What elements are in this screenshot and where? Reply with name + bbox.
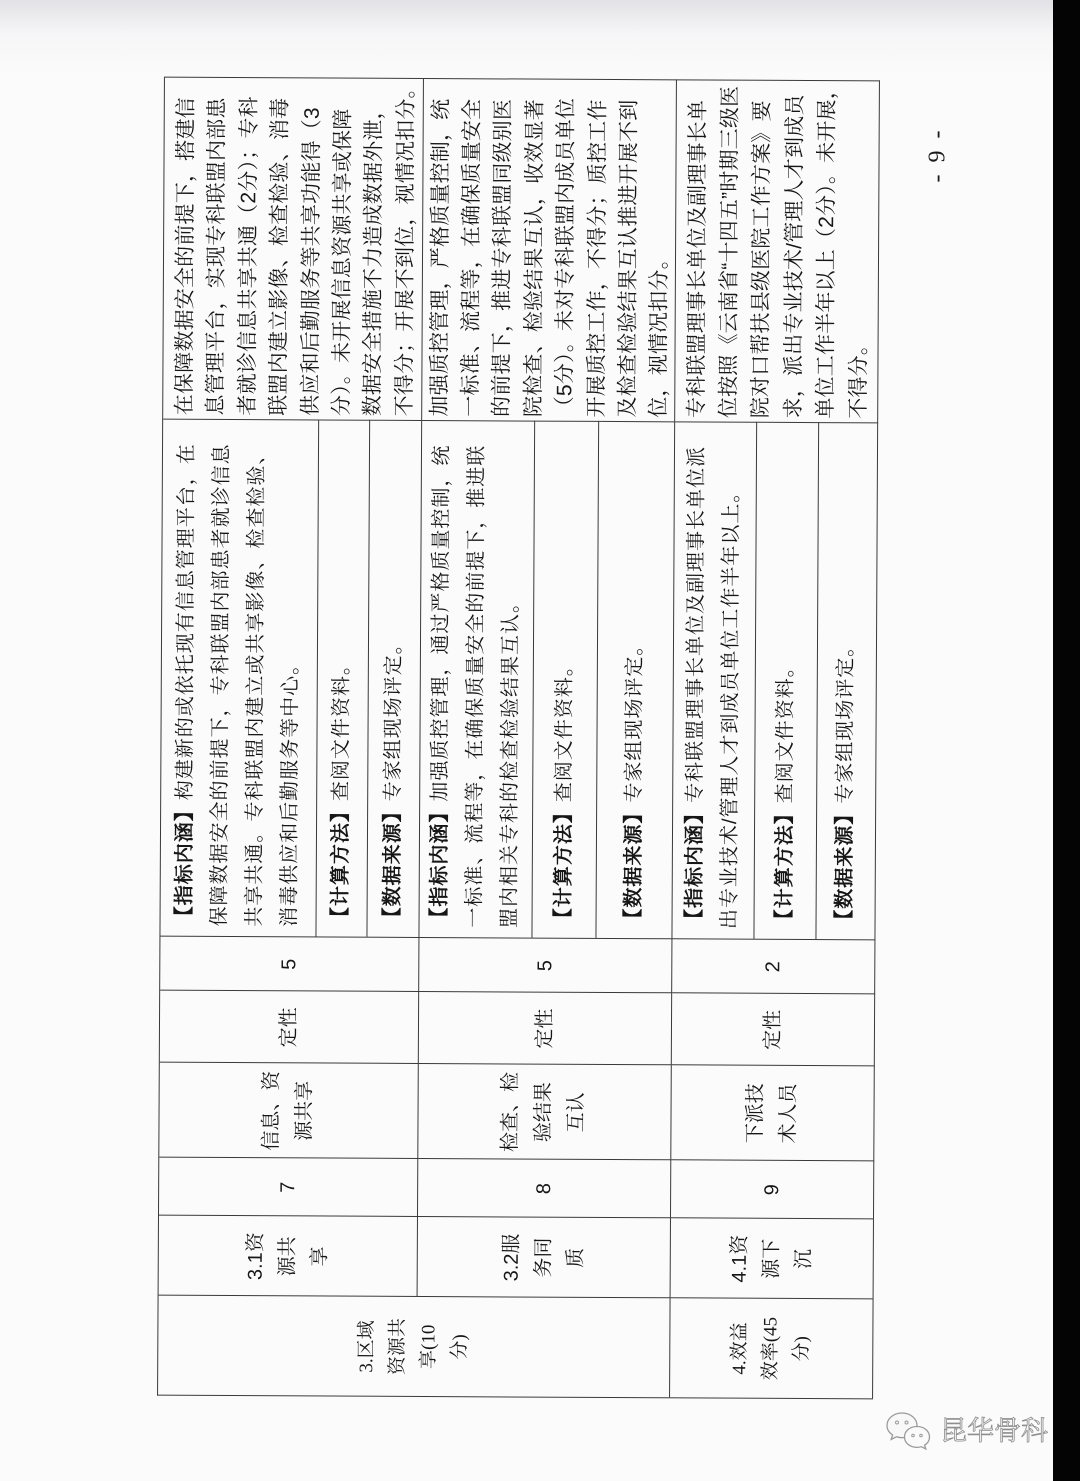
calculation-method-text: 查阅文件资料。 [329, 653, 353, 801]
indicator-type-cell: 定性 [418, 991, 671, 1064]
data-source-text: 专家组现场评定。 [622, 634, 646, 803]
indicator-number-cell: 9 [670, 1159, 873, 1218]
calculation-method-block [323, 653, 359, 926]
calculation-method-block [767, 656, 803, 929]
score-cell: 5 [418, 937, 671, 992]
data-source-block [827, 635, 864, 929]
subcategory-cell: 3.1资源共享 [158, 1215, 417, 1296]
connotation-text: 专科联盟理事长单位及副理事长单位派 出专业技术/管理人才到成员单位工作半年以上。 [683, 445, 743, 929]
data-source-block [616, 634, 653, 928]
indicator-name-cell: 信息、资 源共享 [159, 1062, 418, 1158]
category-cell-benefit-efficiency: 4.效益效率(45分) [669, 1297, 873, 1398]
connotation-cell [160, 419, 318, 937]
calculation-method-cell [531, 421, 598, 938]
calculation-method-label: 【计算方法】 [329, 800, 352, 927]
calculation-method-cell [315, 419, 369, 936]
data-source-cell [815, 422, 877, 939]
data-source-label: 【数据来源】 [380, 800, 404, 927]
connotation-block [167, 443, 310, 927]
page-number: - 9 - [924, 127, 951, 183]
connotation-block [677, 445, 750, 928]
calculation-method-block [546, 655, 582, 928]
connotation-text: 构建新的或依托现有信息管理平台，在 保障数据安全的前提下，专科联盟内部患者就诊信息 共享共通。专科联盟内建立或共享影像、检查检验、 消毒供应和后勤服务等中心。 [173, 442, 302, 927]
subcategory-cell: 4.1资源下沉 [670, 1217, 873, 1298]
data-source-block [375, 633, 412, 927]
subcategory-cell: 3.2服务同质 [417, 1216, 670, 1297]
score-cell: 2 [671, 938, 874, 993]
indicator-number-cell: 8 [417, 1158, 670, 1217]
calculation-method-text: 查阅文件资料。 [773, 655, 796, 803]
wechat-icon [885, 1410, 933, 1452]
connotation-text: 加强质控管理，通过严格质量控制，统 一标准、流程等，在确保质量安全的前提下，推进联 盟内相关专科的检查检验结果互认。 [428, 444, 522, 928]
calculation-method-cell [753, 422, 818, 939]
connotation-label: 【指标内涵】 [173, 799, 196, 926]
calculation-method-label: 【计算方法】 [772, 802, 796, 929]
data-source-text: 专家组现场评定。 [381, 632, 405, 801]
connotation-label: 【指标内涵】 [428, 801, 451, 928]
data-source-text: 专家组现场评定。 [833, 635, 857, 804]
data-source-label: 【数据来源】 [621, 802, 645, 929]
score-cell: 5 [160, 936, 419, 991]
indicator-type-cell: 定性 [159, 990, 418, 1063]
scoring-criteria-cell: 专科联盟理事长单位及副理事长单 位按照《云南省“十四五”时期三级医 院对口帮扶县级医院工作方案》要 求，派出专业技术/管理人才到成员 单位工作半年以上（2分）。未开展， 不得分。 [674, 79, 879, 422]
indicator-table-grid [157, 76, 880, 1399]
indicator-number-cell: 7 [158, 1157, 417, 1216]
connotation-cell [671, 421, 756, 938]
data-source-label: 【数据来源】 [833, 803, 856, 930]
indicator-name-cell: 检查、检 验结果 互认 [417, 1063, 670, 1159]
indicator-name-cell: 下派技 术人员 [670, 1064, 873, 1160]
scan-shading [0, 0, 1053, 75]
data-source-cell [366, 420, 421, 937]
calculation-method-text: 查阅文件资料。 [552, 654, 575, 802]
connotation-label: 【指标内涵】 [683, 802, 706, 929]
scoring-criteria-cell: 加强质控管理，严格质量控制，统 一标准、流程等，在确保质量安全 的前提下，推进专科联盟同级别医 院检查、检验结果互认，收效显著 （5分）。未对专科联盟内成员单位 开展质控工作，不得分；质控工作 及检查检验结果互认推进开展不到 位，视情况扣分。 [421, 78, 676, 421]
connotation-cell [418, 420, 534, 938]
indicator-table [157, 76, 880, 1399]
scoring-criteria-cell: 在保障数据安全的前提下，搭建信 息管理平台，实现专科联盟内部患 者就诊信息共享共通（2分）；专科 联盟内建立影像、检查检验、消毒 供应和后勤服务等共享功能得（3 分）。未开展信息资源共享或保障 数据安全措施不力造成数据外泄， 不得分；开展不到位，视情况扣分。 [163, 77, 423, 420]
calculation-method-label: 【计算方法】 [551, 801, 575, 928]
connotation-block [422, 444, 530, 928]
watermark-text: 昆华骨科 [940, 1416, 1048, 1447]
indicator-type-cell: 定性 [671, 992, 874, 1065]
scan-edge-black-strip [1053, 0, 1080, 1481]
data-source-cell [595, 421, 674, 938]
category-cell-regional-resource-sharing: 3.区域资源共享(10分) [158, 1295, 670, 1397]
